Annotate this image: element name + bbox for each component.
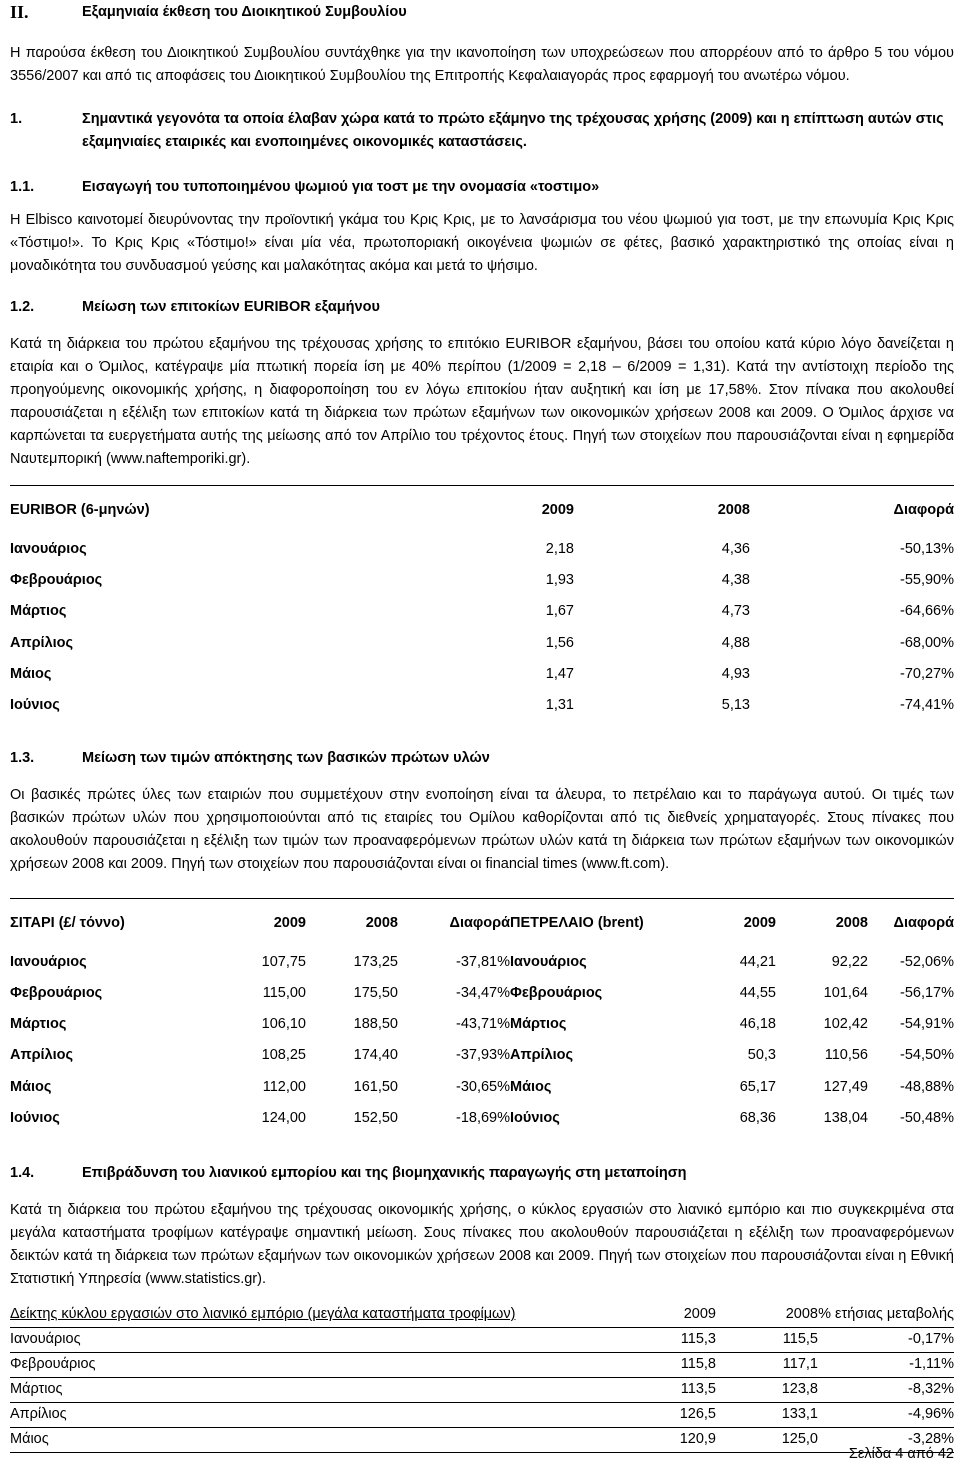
commodities-cell: 173,25 [353,954,398,971]
commodities-cell: 152,50 [353,1109,398,1126]
euribor-cell: 1,56 [545,634,574,651]
retail-header-label: Δείκτης κύκλου εργασιών στο λιανικό εμπόριο (μεγάλα καταστήματα τροφίμων) [10,1303,620,1328]
euribor-cell: Ιούνιος [10,697,60,714]
euribor-header-2009: 2009 [541,501,574,518]
retail-cell: 115,3 [620,1327,716,1352]
commodities-cell: -54,91% [899,1016,954,1033]
section-1-3-text: Οι βασικές πρώτες ύλες των εταιριών που συμμετέχουν στην ενοποίηση είναι τα άλευρα, το πετρέλαιο και το παράγωγα αυτού. Οι τιμές των βασικών πρώτων υλών που χρησιμοποιούνται από τις εταιρίες του Ομίλου καθορίζονται από τις διεθνείς χρηματαγορές. Στους πίνακες που ακολουθούν παρουσιάζεται η εξέλιξη των τιμών των προαναφερόμενων πρώτων υλών κατά τη διάρκεια των πρώτων εξαμήνων των οικονομικών χρήσεων 2008 και 2009. Πηγή των στοιχείων που παρουσιάζονται είναι οι financial times (www.ft.com). [10,787,954,873]
page [10,0,954,1453]
commodities-row [10,978,954,1009]
retail-row [10,1402,954,1427]
commodities-row [10,947,954,978]
section-1-3-number: 1.3. [10,750,35,767]
commodities-cell: Φεβρουάριος [10,985,103,1002]
commodities-cell: 112,00 [262,1078,306,1095]
commodities-cell: -50,48% [899,1109,954,1126]
intro-paragraph: Η παρούσα έκθεση του Διοικητικού Συμβουλίου συντάχθηκε για την ικανοποίηση των υποχρεώσεων που απορρέουν από το άρθρο 5 του νόμου 3556/2007 και από τις αποφάσεις του Διοικητικού Συμβουλίου της Επιτροπής Κεφαλαιαγοράς προς εφαρμογή του ανωτέρω νόμου. [10,45,954,84]
commodities-row [10,1072,954,1103]
commodities-cell: Μάρτιος [10,1016,67,1033]
euribor-cell: -64,66% [899,603,954,620]
commodities-cell: -37,93% [455,1047,510,1064]
retail-cell: 115,5 [716,1327,818,1352]
retail-cell: 117,1 [716,1352,818,1377]
commodities-cell: Μάρτιος [510,1016,567,1033]
retail-cell: 126,5 [620,1402,716,1427]
euribor-cell: 1,67 [545,603,574,620]
euribor-cell: -50,13% [899,541,954,558]
oil-header-2008: 2008 [835,914,868,931]
euribor-cell: 2,18 [545,541,574,558]
section-1-4-text: Κατά τη διάρκεια του πρώτου εξαμήνου της τρέχουσας οικονομικής χρήσης, ο κύκλος εργασιών στο λιανικό εμπόριο και πιο συγκεκριμένα στα μεγάλα καταστήματα τροφίμων κατέγραψε σημαντική μείωση. Σους πίνακες που ακολουθούν παρουσιάζεται η εξέλιξη των προαναφερόμενων δεικτών κατά τη διάρκεια των πρώτων εξαμήνων των οικονομικών χρήσεων 2008 και 2009. Πηγή των στοιχείων που παρουσιάζονται είναι η Εθνική Στατιστική Υπηρεσία (www.statistics.gr). [10,1201,954,1287]
section-1-title: Σημαντικά γεγονότα τα οποία έλαβαν χώρα κατά το πρώτο εξάμηνο της τρέχουσας χρήσης (2009) και η επίπτωση αυτών στις εξαμηνιαίες εταιρικές και ενοποιημένες οικονομικές καταστάσεις. [82,111,944,150]
section-1-4-heading [10,1162,954,1185]
euribor-cell: Ιανουάριος [10,541,87,558]
retail-row [10,1352,954,1377]
retail-table [10,1303,954,1453]
oil-header-label: ΠΕΤΡΕΛΑΙΟ (brent) [510,914,644,931]
euribor-cell: 4,88 [721,634,750,651]
section-1-4-number: 1.4. [10,1164,35,1181]
euribor-cell: 1,31 [545,697,574,714]
commodities-cell: 65,17 [739,1078,776,1095]
euribor-cell: -70,27% [899,665,954,682]
euribor-header-row [10,486,954,535]
euribor-table [10,485,954,721]
commodities-cell: Μάιος [510,1078,552,1095]
euribor-cell: -74,41% [899,697,954,714]
commodities-cell: 124,00 [261,1109,306,1126]
retail-cell: Ιανουάριος [10,1327,620,1352]
commodities-cell: 92,22 [831,954,868,971]
euribor-cell: -68,00% [899,634,954,651]
commodities-cell: 50,3 [747,1047,776,1064]
commodities-cell: 110,56 [824,1047,868,1064]
commodities-cell: Ιανουάριος [10,954,87,971]
section-1-2-title: Μείωση των επιτοκίων EURIBOR εξαμήνου [82,299,380,315]
commodities-row [10,1040,954,1071]
euribor-cell: 1,93 [545,572,574,589]
commodities-cell: Ιούνιος [10,1109,60,1126]
wheat-header-2009: 2009 [273,914,306,931]
commodities-cell: Απρίλιος [10,1047,74,1064]
euribor-cell: 1,47 [545,665,574,682]
euribor-row [10,534,954,565]
oil-header-diff: Διαφορά [893,914,954,931]
euribor-row [10,596,954,627]
section-1-1-title: Εισαγωγή του τυποποιημένου ψωμιού για τοστ με την ονομασία «τοστιμο» [82,179,600,195]
retail-cell: Απρίλιος [10,1402,620,1427]
retail-cell: Φεβρουάριος [10,1352,620,1377]
commodities-cell: 115,00 [262,985,306,1002]
commodities-cell: Ιούνιος [510,1109,560,1126]
retail-row [10,1427,954,1452]
euribor-row [10,690,954,721]
section-1-3-heading [10,747,954,770]
retail-cell: 123,8 [716,1377,818,1402]
euribor-header-label: EURIBOR (6-μηνών) [10,501,150,518]
retail-cell: Μάιος [10,1427,620,1452]
commodities-cell: Φεβρουάριος [510,985,603,1002]
commodities-row [10,1009,954,1040]
section-1-1-number: 1.1. [10,179,35,195]
euribor-cell: Απρίλιος [10,634,74,651]
retail-cell: Μάρτιος [10,1377,620,1402]
euribor-cell: Μάιος [10,665,52,682]
commodities-cell: 101,64 [823,985,868,1002]
page-number-footer: Σελίδα 4 από 42 [848,1446,954,1462]
retail-row [10,1377,954,1402]
euribor-cell: 4,93 [721,665,750,682]
commodities-cell: -48,88% [899,1078,954,1095]
retail-cell: 120,9 [620,1427,716,1452]
retail-cell: -0,17% [818,1327,954,1352]
euribor-row [10,659,954,690]
commodities-cell: -30,65% [455,1078,510,1095]
section-1-1-heading [10,176,954,199]
wheat-header-2008: 2008 [365,914,398,931]
commodities-cell: 44,55 [739,985,776,1002]
retail-cell: -4,96% [818,1402,954,1427]
commodities-cell: 188,50 [353,1016,398,1033]
wheat-header-diff: Διαφορά [449,914,510,931]
retail-header-change: % ετήσιας μεταβολής [818,1303,954,1328]
header-title: Εξαμηνιαία έκθεση του Διοικητικού Συμβουλίου [82,3,407,20]
header-number: II. [10,1,29,22]
commodities-cell: 174,40 [353,1047,398,1064]
commodities-row [10,1103,954,1134]
retail-cell: 113,5 [620,1377,716,1402]
commodities-cell: Μάιος [10,1078,52,1095]
commodities-cell: 175,50 [353,985,398,1002]
section-1-heading [10,108,954,154]
section-1-1-text: Η Elbisco καινοτομεί διευρύνοντας την προϊοντική γκάμα του Κρις Κρις, με το λανσάρισμα του νέου ψωμιού για τοστ, με την επωνυμία Κρις Κρις «Τόστιμο!». Το Κρις Κρις «Τόστιμο!» είναι μία νέα, πρωτοποριακή οικογένεια ψωμιών σε φέτες, βασικό χαρακτηριστικό της οποίας είναι η μοναδικότητα του συνδυασμού γεύσης και μαλακότητας ακόμα και μετά το ψήσιμο. [10,212,954,274]
euribor-row [10,628,954,659]
commodities-cell: -34,47% [455,985,510,1002]
commodities-header-row [10,899,954,948]
section-1-2-number: 1.2. [10,299,35,315]
euribor-cell: 5,13 [721,697,750,714]
section-1-3-title: Μείωση των τιμών απόκτησης των βασικών πρώτων υλών [82,750,490,767]
commodities-cell: -54,50% [899,1047,954,1064]
commodities-cell: 68,36 [739,1109,776,1126]
retail-cell: 115,8 [620,1352,716,1377]
commodities-cell: -37,81% [455,954,510,971]
retail-header-2008: 2008 [716,1303,818,1328]
euribor-cell: 4,36 [721,541,750,558]
euribor-cell: -55,90% [899,572,954,589]
commodities-cell: 107,75 [261,954,306,971]
commodities-cell: 44,21 [739,954,776,971]
euribor-cell: Φεβρουάριος [10,572,103,589]
commodities-cell: 161,50 [353,1078,398,1095]
commodities-cell: 127,49 [823,1078,868,1095]
wheat-header-label: ΣΙΤΑΡΙ (£/ τόννο) [10,914,125,931]
commodities-cell: Ιανουάριος [510,954,587,971]
commodities-cell: -43,71% [455,1016,510,1033]
commodities-table [10,898,954,1134]
euribor-row [10,565,954,596]
retail-cell: -3,28% [818,1427,954,1452]
retail-header-2009: 2009 [620,1303,716,1328]
retail-header-row [10,1303,954,1328]
euribor-cell: 4,38 [721,572,750,589]
commodities-cell: 108,25 [261,1047,306,1064]
commodities-cell: -18,69% [455,1109,510,1126]
commodities-cell: 102,42 [823,1016,868,1033]
oil-header-2009: 2009 [743,914,776,931]
commodities-cell: 46,18 [739,1016,776,1033]
retail-cell: 133,1 [716,1402,818,1427]
commodities-cell: 138,04 [823,1109,868,1126]
report-header [10,0,954,24]
section-1-2-text: Κατά τη διάρκεια του πρώτου εξαμήνου της τρέχουσας χρήσης το επιτόκιο EURIBOR εξαμήνου, βάσει του οποίου κατά κύριο λόγο δανείζεται η εταιρία και ο Όμιλος, κατέγραψε μία πτωτική πορεία ίση με 40% περίπου (1/2009 = 2,18 – 6/2009 = 1,31). Κατά την αντίστοιχη περίοδο της προηγούμενης οικονομικής χρήσης, η διαφοροποίηση του εν λόγω επιτοκίου ήταν αυξητική και ίση με 17,58%. Στον πίνακα που ακολουθεί παρουσιάζεται η εξέλιξη των επιτοκίων κατά τη διάρκεια των πρώτων εξαμήνων των οικονομικών χρήσεων 2008 και 2009. Ο Όμιλος άρχισε να καρπώνεται τα ευεργετήματα αυτής της μείωσης από τον Απρίλιο του τρέχοντος έτους. Πηγή των στοιχείων που παρουσιάζονται είναι η εφημερίδα Ναυτεμπορική (www.naftemporiki.gr). [10,336,954,467]
euribor-cell: 4,73 [721,603,750,620]
commodities-cell: Απρίλιος [510,1047,574,1064]
commodities-cell: -52,06% [899,954,954,971]
retail-cell: 125,0 [716,1427,818,1452]
section-1-number: 1. [10,111,23,127]
commodities-cell: -56,17% [899,985,954,1002]
euribor-cell: Μάρτιος [10,603,67,620]
commodities-cell: 106,10 [261,1016,306,1033]
retail-cell: -8,32% [818,1377,954,1402]
section-1-4-title: Επιβράδυνση του λιανικού εμπορίου και της βιομηχανικής παραγωγής στη μεταποίηση [82,1164,687,1181]
euribor-header-diff: Διαφορά [893,501,954,518]
retail-row [10,1327,954,1352]
section-1-2-heading [10,296,954,319]
euribor-header-2008: 2008 [717,501,750,518]
retail-cell: -1,11% [818,1352,954,1377]
